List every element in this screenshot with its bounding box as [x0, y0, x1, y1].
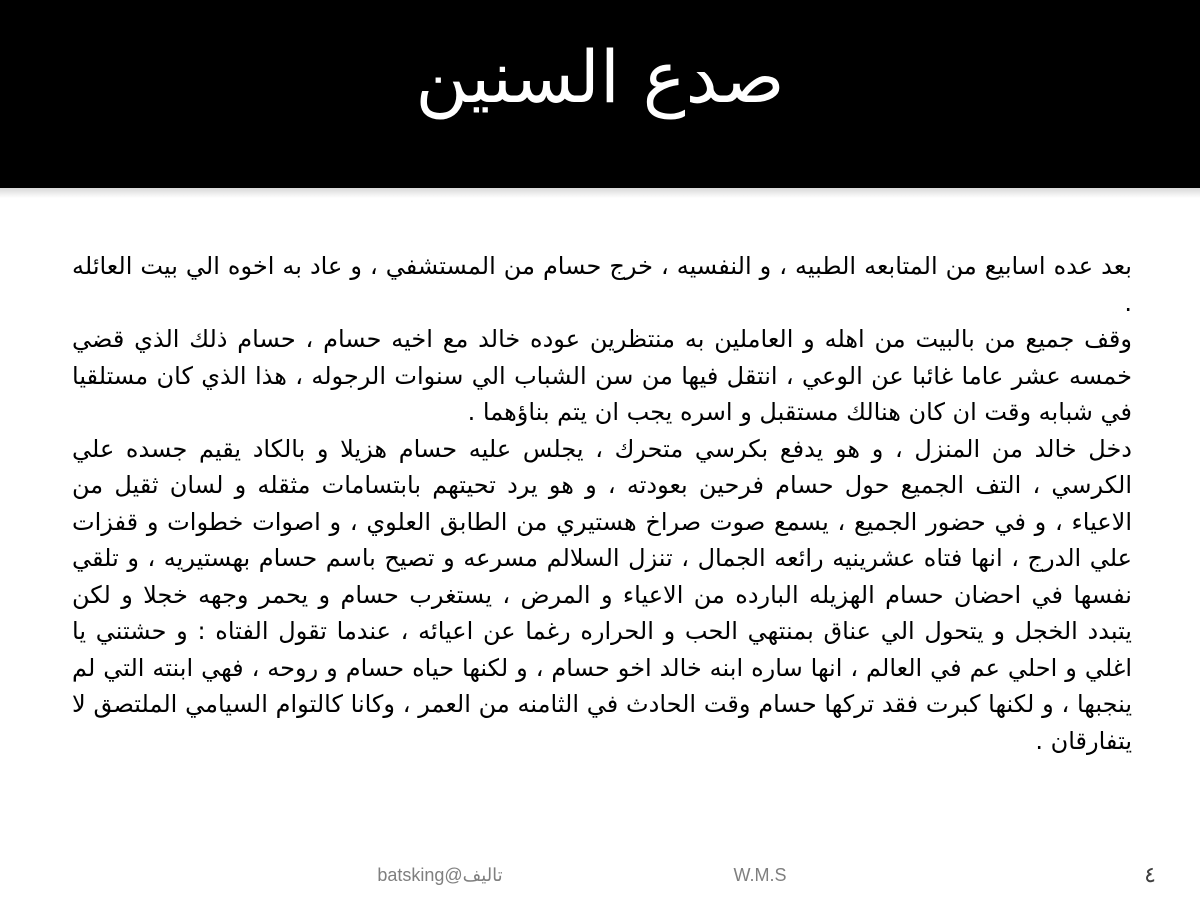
body-paragraph: بعد عده اسابيع من المتابعه الطبيه ، و النفسيه ، خرج حسام من المستشفي ، و عاد به اخوه الي بيت العائله .	[72, 252, 1132, 317]
body-paragraph: دخل خالد من المنزل ، و هو يدفع بكرسي متحرك ، يجلس عليه حسام هزيلا و بالكاد يقيم جسده علي الكرسي ، التف الجميع حول حسام فرحين بعودته ، و هو يرد تحيتهم بابتسامات مثقله و لسان ثقيل من الاعياء ، و في حضور الجميع ، يسمع صوت صراخ هستيري من الطابق العلوي ، و اصوات خطوات و قفزات علي الدرج ، انها فتاه عشرينيه رائعه الجمال ، تنزل السلالم مسرعه و تصيح باسم حسام بهستيريه ، و تلقي نفسها في احضان حسام الهزيله البارده من الاعياء و المرض ، يستغرب حسام و يحمر وجهه خجلا و لكن يتبدد الخجل و يتحول الي عناق بمنتهي الحب و الحراره رغما عن اعيائه ، عندما تقول الفتاه : و حشتني يا اغلي و احلي عم في العالم ، انها ساره ابنه خالد اخو حسام ، و لكنها حياه حسام و روحه ، فهي ابنته التي لم ينجبها ، و لكنها كبرت فقد تركها حسام وقت الحادث في الثامنه من العمر ، وكانا كالتوام السيامي الملتصق لا يتفارقان .	[72, 434, 1132, 755]
footer-author: تاليف@batsking	[377, 865, 503, 885]
slide-body	[72, 248, 1132, 759]
slide-title: صدع السنين	[415, 35, 785, 119]
title-divider	[0, 188, 1200, 198]
footer-initials: W.M.S	[733, 865, 787, 885]
page-number: ٤	[1144, 862, 1156, 887]
title-band	[0, 0, 1200, 188]
body-paragraph: وقف جميع من بالبيت من اهله و العاملين به منتظرين عوده خالد مع اخيه حسام ، حسام ذلك الذي قضي خمسه عشر عاما غائبا عن الوعي ، انتقل فيها من سن الشباب الي سنوات الرجوله ، هذا الذي كان مستلقيا في شبابه وقت ان كان هنالك مستقبل و اسره يجب ان يتم بناؤهما .	[72, 325, 1132, 426]
